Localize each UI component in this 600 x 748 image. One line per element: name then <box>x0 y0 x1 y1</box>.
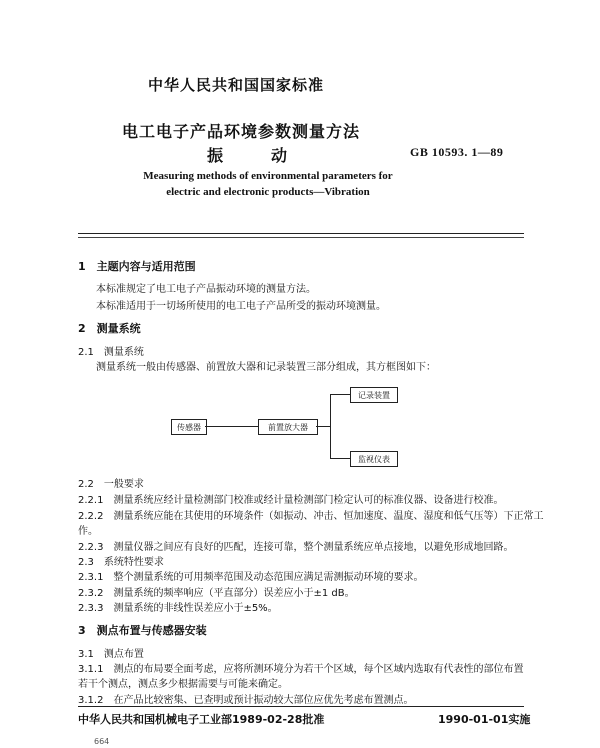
header-rule-top <box>78 233 524 234</box>
header-rule-bottom <box>78 237 524 238</box>
diagram-label-monitor: 监视仪表 <box>358 454 390 464</box>
english-title-line2: electric and electronic products—Vibration <box>166 186 370 198</box>
section-3-heading: 3 测点布置与传感器安装 <box>78 624 207 637</box>
implementation-date: 1990-01-01实施 <box>438 713 531 726</box>
page-number: 664 <box>94 737 110 746</box>
clause-2-1-text: 测量系统一般由传感器、前置放大器和记录装置三部分组成，其方框图如下： <box>96 362 436 373</box>
clause-2-2-1: 2.2.1 测量系统应经计量检测部门校准或经计量检测部门检定认可的标准仪器、设备进行校准。 <box>78 495 504 506</box>
diagram-box-sensor <box>171 419 207 435</box>
section-1-para-2: 本标准适用于一切场所使用的电工电子产品所受的振动环境测量。 <box>96 301 386 312</box>
clause-2-3-1: 2.3.1 整个测量系统的可用频率范围及动态范围应满足需测振动环境的要求。 <box>78 572 424 583</box>
gb-number: GB 10593. 1—89 <box>410 145 504 159</box>
footer-rule <box>78 706 524 707</box>
document-title: 电工电子产品环境参数测量方法 <box>122 122 361 141</box>
english-title-line1: Measuring methods of environmental parameters for <box>143 170 393 182</box>
approval-line: 中华人民共和国机械电子工业部1989-02-28批准 <box>78 713 325 726</box>
clause-3-1: 3.1 测点布置 <box>78 649 144 660</box>
connector-preamp-branch <box>316 426 330 427</box>
clause-2-2: 2.2 一般要求 <box>78 479 144 490</box>
clause-2-2-2-line1: 2.2.2 测量系统应能在其使用的环境条件（如振动、冲击、恒加速度、温度、湿度和低气压等）下正常工 <box>78 511 544 522</box>
diagram-box-recorder <box>350 387 398 403</box>
clause-3-1-2: 3.1.2 在产品比较密集、已查明或预计振动较大部位应优先考虑布置测点。 <box>78 695 414 706</box>
connector-to-recorder <box>330 394 350 395</box>
clause-2-3-3: 2.3.3 测量系统的非线性误差应小于±5%。 <box>78 603 278 614</box>
connector-sensor-preamp <box>205 426 258 427</box>
diagram-label-recorder: 记录装置 <box>358 390 390 400</box>
connector-branch-vertical <box>330 394 331 459</box>
clause-2-2-2-line2: 作。 <box>78 526 98 537</box>
clause-2-2-3: 2.2.3 测量仪器之间应有良好的匹配，连接可靠，整个测量系统应单点接地，以避免形成地回路。 <box>78 542 514 553</box>
diagram-box-preamp <box>258 419 318 435</box>
section-2-heading: 2 测量系统 <box>78 322 141 335</box>
clause-2-3: 2.3 系统特性要求 <box>78 557 164 568</box>
diagram-label-sensor: 传感器 <box>177 422 201 432</box>
org-title: 中华人民共和国国家标准 <box>148 76 325 94</box>
clause-3-1-1-line1: 3.1.1 测点的布局要全面考虑，应将所测环境分为若干个区域，每个区域内选取有代表性的部位布置 <box>78 664 524 675</box>
section-1-para-1: 本标准规定了电工电子产品振动环境的测量方法。 <box>96 284 316 295</box>
clause-2-3-2: 2.3.2 测量系统的频率响应（平直部分）误差应小于±1 dB。 <box>78 588 355 599</box>
diagram-label-preamp: 前置放大器 <box>268 422 308 432</box>
diagram-box-monitor <box>350 451 398 467</box>
clause-2-1: 2.1 测量系统 <box>78 347 144 358</box>
connector-to-monitor <box>330 458 350 459</box>
clause-3-1-1-line2: 若干个测点，测点多少根据需要与可能来确定。 <box>78 679 288 690</box>
section-1-heading: 1 主题内容与适用范围 <box>78 260 196 273</box>
document-subtitle: 振 动 <box>207 146 288 165</box>
